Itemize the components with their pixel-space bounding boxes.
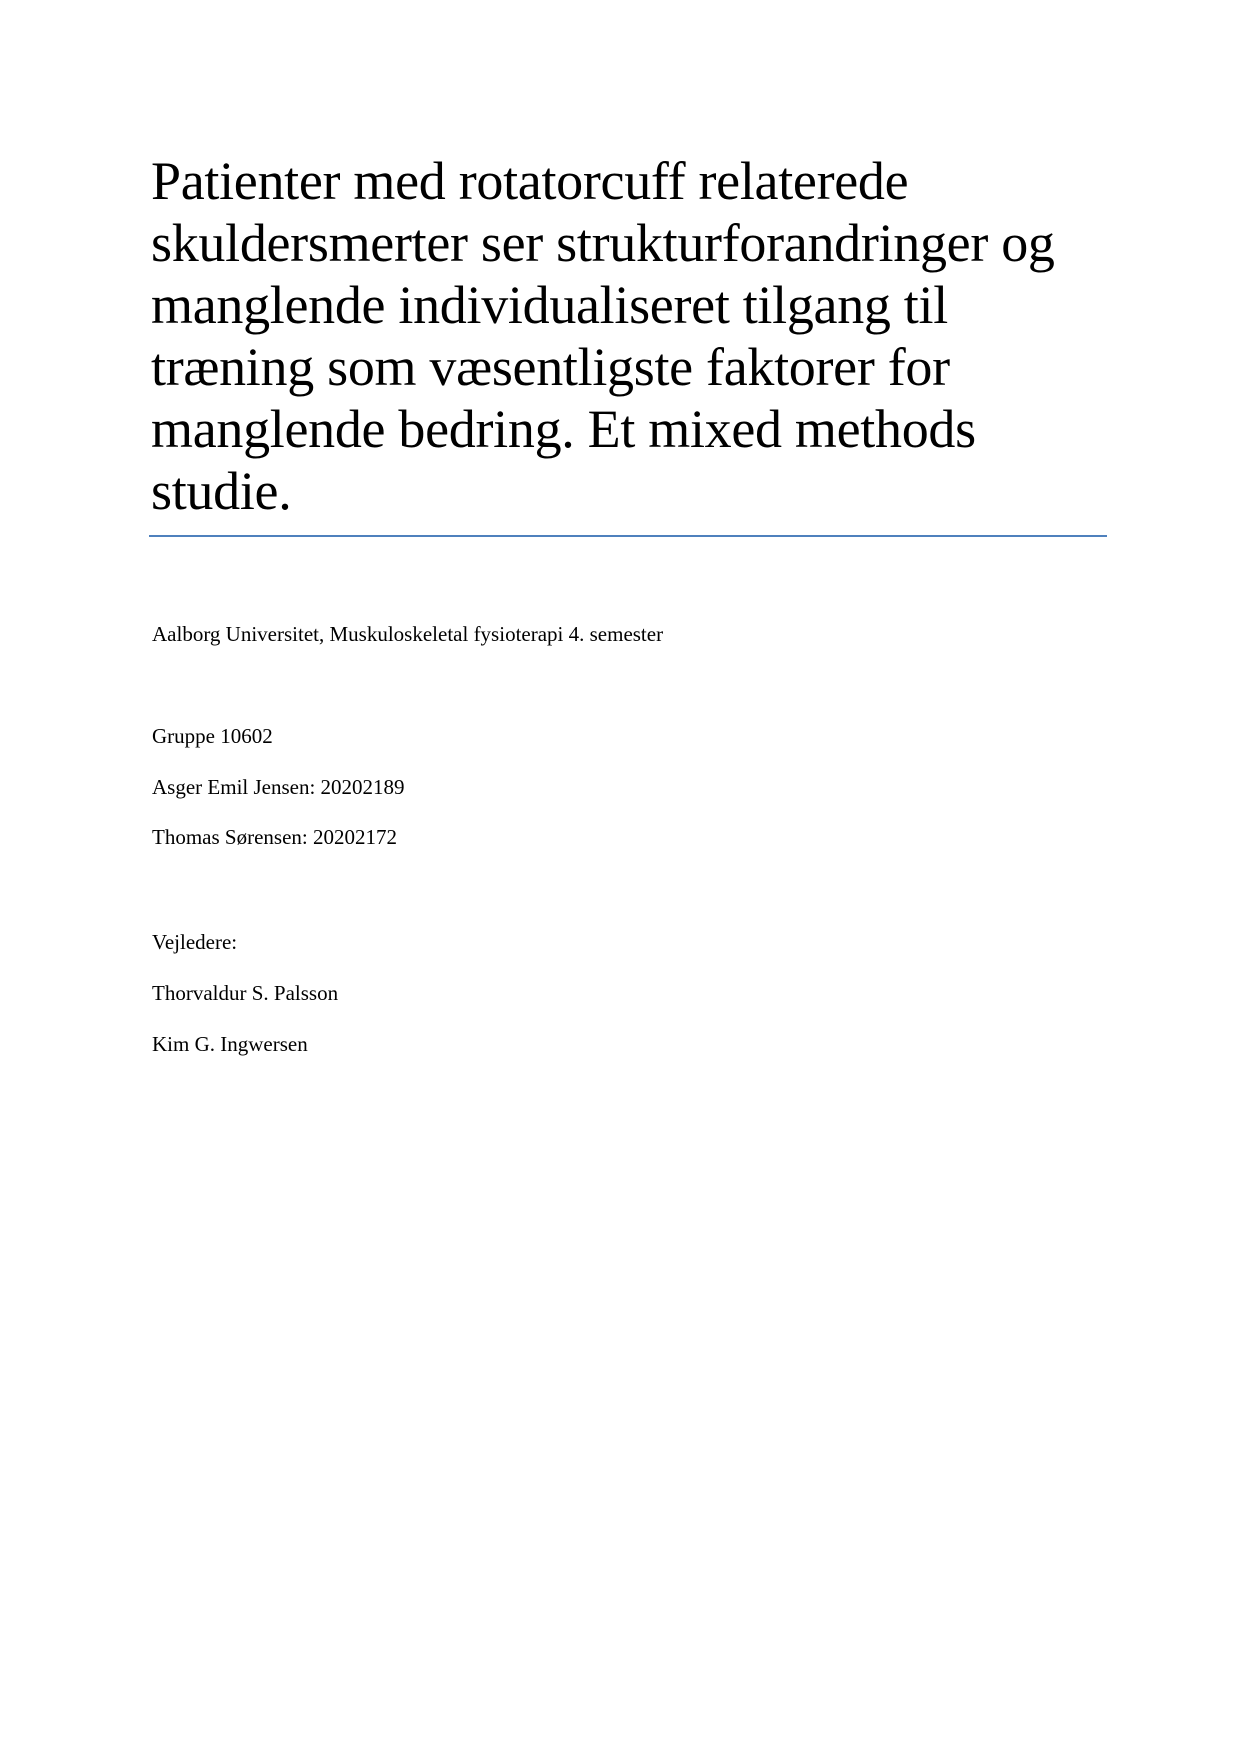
supervisor: Kim G. Ingwersen: [152, 1032, 308, 1056]
supervisors-label: Vejledere:: [152, 930, 238, 954]
supervisor: Thorvaldur S. Palsson: [152, 981, 339, 1005]
author: Asger Emil Jensen: 20202189: [152, 775, 405, 799]
author: Thomas Sørensen: 20202172: [152, 825, 397, 849]
institution: Aalborg Universitet, Muskuloskeletal fysioterapi 4. semester: [152, 622, 664, 646]
document-title: Patienter med rotatorcuff relaterede skuldersmerter ser strukturforandringer og manglende individualiseret tilgang til træning som væsentligste faktorer for manglende bedring. Et mixed methods studie.: [151, 151, 1055, 521]
title-divider: [149, 535, 1107, 537]
group-number: Gruppe 10602: [152, 724, 273, 748]
